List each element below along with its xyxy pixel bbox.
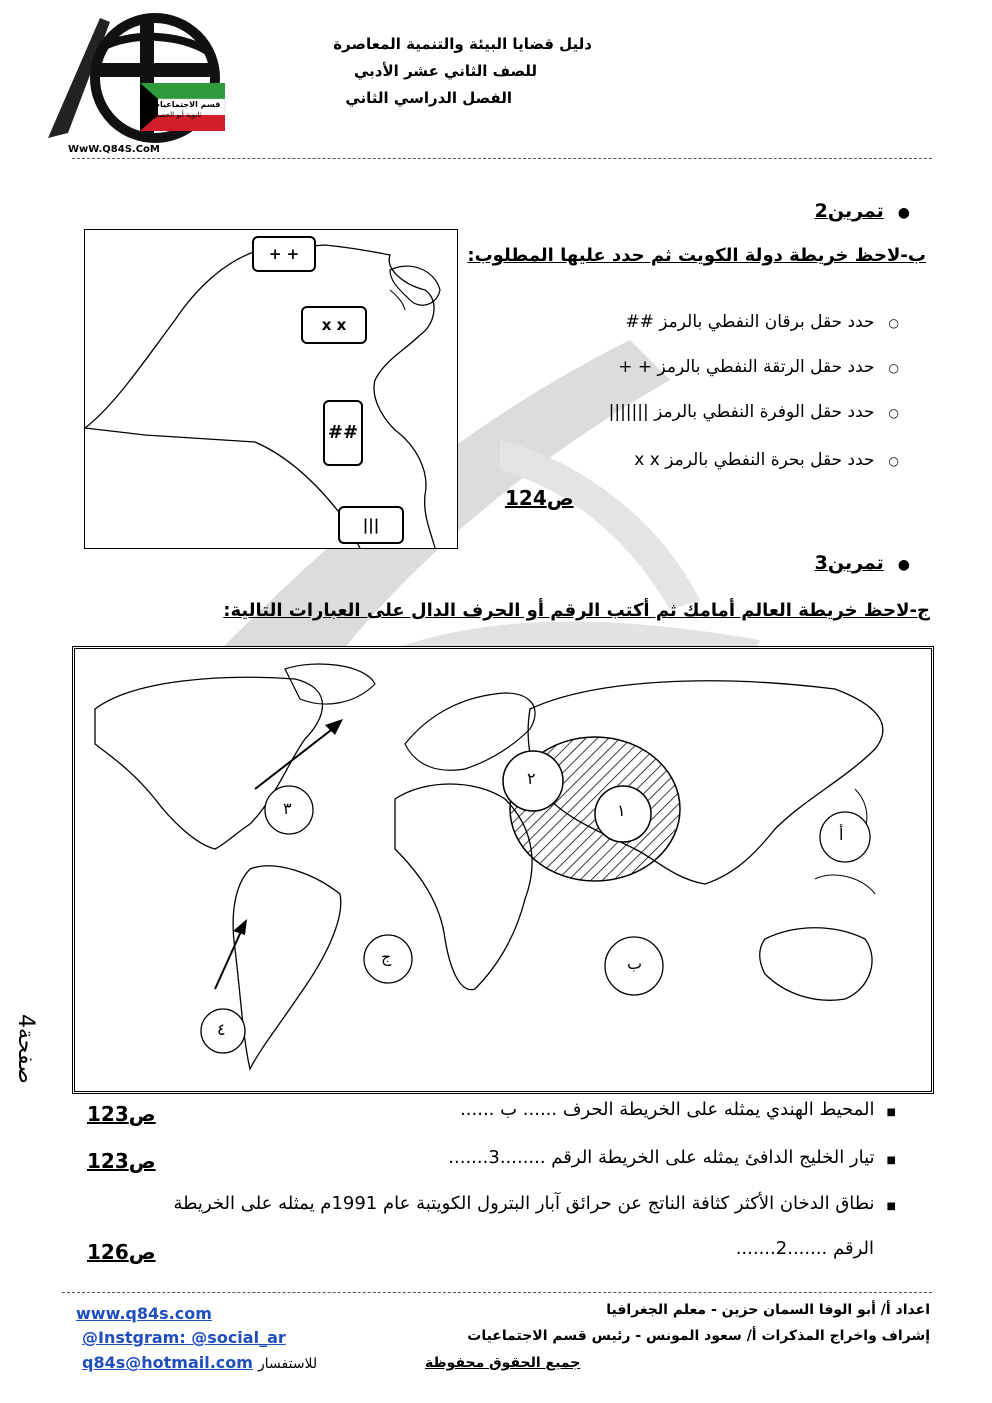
kuwait-outline: [85, 230, 457, 548]
exercise2-item-4: ○حدد حقل بحرة النفطي بالرمز x x: [634, 450, 899, 470]
map-label-2: ٢: [527, 769, 536, 788]
header-title: دليل قضايا البيئة والتنمية المعاصرة: [333, 35, 592, 53]
exercise2-instruction: ب-لاحظ خريطة دولة الكويت ثم حدد عليها المطلوب:: [467, 245, 926, 266]
map-label-1: ١: [617, 801, 626, 820]
footer-website-link[interactable]: www.q84s.com: [76, 1304, 212, 1323]
circle-bullet-icon: ○: [888, 406, 899, 420]
map-label-ba: ب: [627, 954, 643, 973]
bullet-icon: ●: [897, 557, 910, 573]
world-map: [72, 646, 934, 1094]
circle-bullet-icon: ○: [888, 454, 899, 468]
exercise3-heading: [815, 552, 910, 574]
footer-supervised-by: إشراف واخراج المذكرات أ/ سعود المونس - رئيس قسم الاجتماعيات: [467, 1328, 930, 1344]
statement-3-continued: الرقم .......2.......: [735, 1238, 874, 1259]
page-number: صفحة4: [13, 1014, 38, 1084]
footer-prepared-by: اعداد أ/ أبو الوفا السمان حزين - معلم الجغرافيا: [606, 1302, 930, 1318]
exercise2-item-2: ○حدد حقل الرتقة النفطي بالرمز + +: [618, 357, 899, 377]
statement-1: ■المحيط الهندي يمثله على الخريطة الحرف ...... ب ......: [460, 1099, 896, 1120]
square-bullet-icon: ■: [886, 1107, 896, 1118]
header-grade: للصف الثاني عشر الأدبي: [353, 62, 537, 80]
logo-subtext: ثانوية أبو الحصين: [152, 111, 202, 119]
statement-2: ■تيار الخليج الدافئ يمثله على الخريطة الرقم ........3.......: [448, 1147, 896, 1168]
map-label-4: ٤: [217, 1020, 226, 1039]
kuwait-map: [84, 229, 458, 549]
exercise2-title: تمرين2: [814, 200, 884, 222]
exercise2-page-ref: ص124: [505, 486, 574, 510]
footer-instagram-link[interactable]: @Instgram: @social_ar: [82, 1328, 286, 1347]
exercise3-instruction: ج-لاحظ خريطة العالم أمامك ثم أكتب الرقم أو الحرف الدال على العبارات التالية:: [223, 600, 930, 621]
footer-divider: [62, 1292, 932, 1293]
logo-text: قسم الاجتماعيات: [152, 100, 221, 109]
statement-1-ref: ص123: [87, 1102, 156, 1126]
map-marker-bahra: x x: [301, 306, 367, 344]
statement-3: ■نطاق الدخان الأكثر كثافة الناتج عن حرائق آبار البترول الكويتبة عام 1991م يمثله على الخريطة: [173, 1193, 896, 1214]
footer-inquiry: للاستفسار: [258, 1356, 318, 1372]
footer-email-link[interactable]: q84s@hotmail.com: [82, 1353, 253, 1372]
map-label-3: ٣: [283, 799, 292, 818]
map-marker-ratqa: + +: [252, 236, 316, 272]
map-marker-wafra: |||: [338, 506, 404, 544]
world-map-outline: [75, 649, 931, 1091]
circle-bullet-icon: ○: [888, 361, 899, 375]
header-semester: الفصل الدراسي الثاني: [345, 89, 512, 107]
square-bullet-icon: ■: [886, 1155, 896, 1166]
circle-bullet-icon: ○: [888, 316, 899, 330]
footer-rights: جميع الحقوق محفوظة: [425, 1355, 581, 1371]
header-logo: [40, 8, 230, 158]
exercise3-title: تمرين3: [814, 552, 884, 574]
map-label-jeem: ج: [381, 947, 392, 966]
header-divider: [72, 158, 932, 159]
globe-logo-icon: [40, 8, 230, 158]
statement-3-ref: ص126: [87, 1240, 156, 1264]
logo-url: WwW.Q84S.CoM: [68, 144, 160, 155]
exercise2-heading: [815, 200, 910, 222]
map-marker-burgan: ##: [323, 400, 363, 466]
exercise2-item-1: ○حدد حقل برقان النفطي بالرمز ##: [625, 312, 899, 332]
bullet-icon: ●: [897, 205, 910, 221]
statement-2-ref: ص123: [87, 1149, 156, 1173]
map-label-alef: أ: [839, 825, 844, 844]
exercise2-item-3: ○حدد حقل الوفرة النفطي بالرمز |||||||: [608, 402, 899, 422]
square-bullet-icon: ■: [886, 1201, 896, 1212]
